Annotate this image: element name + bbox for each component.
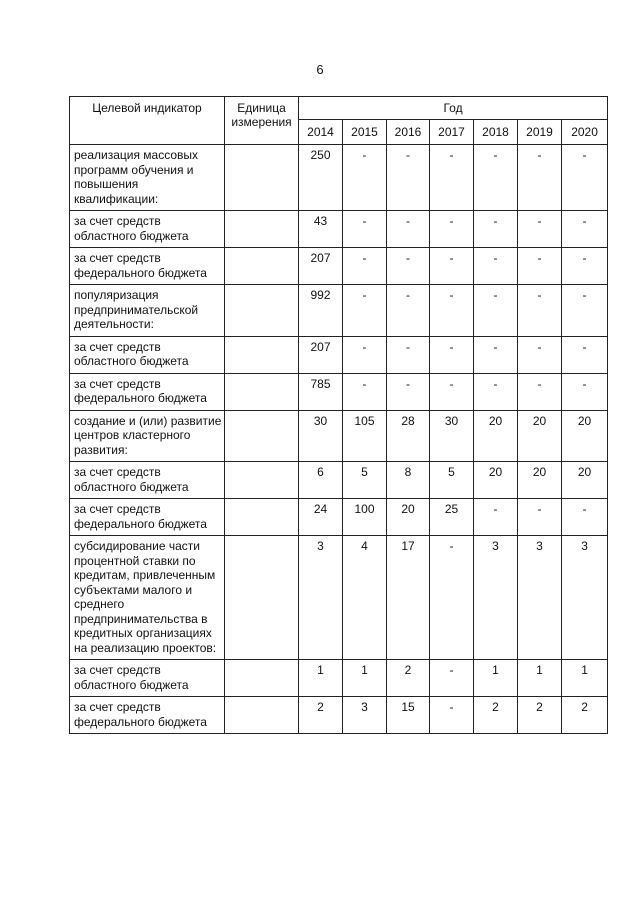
unit-cell: [225, 499, 299, 536]
value-cell-2016: 2: [387, 660, 430, 697]
value-cell-2016: -: [387, 248, 430, 285]
value-cell-2015: 100: [343, 499, 387, 536]
header-year-2017: 2017: [430, 120, 474, 145]
value-cell-2020: -: [562, 499, 608, 536]
value-cell-2017: -: [430, 336, 474, 373]
value-cell-2015: -: [343, 336, 387, 373]
value-cell-2014: 207: [299, 248, 343, 285]
value-cell-2015: -: [343, 248, 387, 285]
value-cell-2020: 1: [562, 660, 608, 697]
value-cell-2017: -: [430, 660, 474, 697]
value-cell-2017: -: [430, 285, 474, 337]
indicator-name: за счет средств федерального бюджета: [70, 248, 225, 285]
indicator-name: за счет средств областного бюджета: [70, 462, 225, 499]
value-cell-2015: -: [343, 145, 387, 211]
value-cell-2015: 5: [343, 462, 387, 499]
value-cell-2016: 15: [387, 697, 430, 734]
value-cell-2014: 30: [299, 410, 343, 462]
value-cell-2014: 785: [299, 373, 343, 410]
value-cell-2016: -: [387, 211, 430, 248]
value-cell-2019: 2: [518, 697, 562, 734]
header-year-2018: 2018: [474, 120, 518, 145]
value-cell-2019: -: [518, 373, 562, 410]
value-cell-2017: 5: [430, 462, 474, 499]
value-cell-2019: -: [518, 211, 562, 248]
value-cell-2017: -: [430, 248, 474, 285]
value-cell-2016: -: [387, 285, 430, 337]
header-year-2020: 2020: [562, 120, 608, 145]
table-row: [70, 248, 608, 285]
indicator-name: субсидирование части процентной ставки по кредитам, привлеченным субъектами малого и среднего предпринимательства в кредитных организациях на реализацию проектов:: [70, 536, 225, 660]
unit-cell: [225, 536, 299, 660]
unit-cell: [225, 660, 299, 697]
page-number: 6: [316, 62, 324, 77]
value-cell-2019: 20: [518, 410, 562, 462]
value-cell-2018: 1: [474, 660, 518, 697]
header-unit: Единица измерения: [225, 97, 299, 145]
value-cell-2018: -: [474, 145, 518, 211]
value-cell-2020: 3: [562, 536, 608, 660]
unit-cell: [225, 462, 299, 499]
value-cell-2014: 992: [299, 285, 343, 337]
value-cell-2020: -: [562, 145, 608, 211]
value-cell-2019: -: [518, 145, 562, 211]
header-indicator: Целевой индикатор: [70, 97, 225, 145]
indicator-name: реализация массовых программ обучения и повышения квалификации:: [70, 145, 225, 211]
indicator-name: за счет средств федерального бюджета: [70, 697, 225, 734]
unit-cell: [225, 336, 299, 373]
value-cell-2016: -: [387, 145, 430, 211]
value-cell-2020: 2: [562, 697, 608, 734]
value-cell-2016: -: [387, 336, 430, 373]
value-cell-2020: -: [562, 248, 608, 285]
value-cell-2014: 2: [299, 697, 343, 734]
value-cell-2018: -: [474, 285, 518, 337]
value-cell-2019: -: [518, 336, 562, 373]
value-cell-2016: 28: [387, 410, 430, 462]
value-cell-2017: -: [430, 373, 474, 410]
indicator-name: за счет средств областного бюджета: [70, 211, 225, 248]
indicator-name: за счет средств федерального бюджета: [70, 499, 225, 536]
value-cell-2019: 3: [518, 536, 562, 660]
indicator-name: популяризация предпринимательской деятельности:: [70, 285, 225, 337]
value-cell-2018: 2: [474, 697, 518, 734]
value-cell-2015: 105: [343, 410, 387, 462]
value-cell-2018: -: [474, 211, 518, 248]
value-cell-2018: 3: [474, 536, 518, 660]
table-row: [70, 462, 608, 499]
table-row: [70, 410, 608, 462]
value-cell-2017: -: [430, 211, 474, 248]
indicator-name: создание и (или) развитие центров кластерного развития:: [70, 410, 225, 462]
header-year-2015: 2015: [343, 120, 387, 145]
unit-cell: [225, 373, 299, 410]
value-cell-2017: 25: [430, 499, 474, 536]
value-cell-2020: 20: [562, 462, 608, 499]
table-row: [70, 285, 608, 337]
table-row: [70, 211, 608, 248]
table-row: [70, 499, 608, 536]
value-cell-2014: 24: [299, 499, 343, 536]
unit-cell: [225, 248, 299, 285]
value-cell-2018: -: [474, 336, 518, 373]
value-cell-2018: 20: [474, 462, 518, 499]
value-cell-2020: -: [562, 285, 608, 337]
table-row: [70, 336, 608, 373]
value-cell-2019: 1: [518, 660, 562, 697]
value-cell-2020: -: [562, 336, 608, 373]
value-cell-2020: -: [562, 211, 608, 248]
indicator-name: за счет средств федерального бюджета: [70, 373, 225, 410]
value-cell-2019: 20: [518, 462, 562, 499]
header-year-2016: 2016: [387, 120, 430, 145]
value-cell-2018: -: [474, 373, 518, 410]
value-cell-2015: -: [343, 211, 387, 248]
header-year-2014: 2014: [299, 120, 343, 145]
value-cell-2018: -: [474, 248, 518, 285]
value-cell-2015: 1: [343, 660, 387, 697]
indicator-name: за счет средств областного бюджета: [70, 660, 225, 697]
unit-cell: [225, 697, 299, 734]
value-cell-2017: -: [430, 536, 474, 660]
value-cell-2018: -: [474, 499, 518, 536]
unit-cell: [225, 211, 299, 248]
table-row: [70, 536, 608, 660]
value-cell-2019: -: [518, 248, 562, 285]
value-cell-2015: 4: [343, 536, 387, 660]
table-row: [70, 145, 608, 211]
value-cell-2019: -: [518, 285, 562, 337]
value-cell-2016: 20: [387, 499, 430, 536]
value-cell-2014: 3: [299, 536, 343, 660]
value-cell-2014: 6: [299, 462, 343, 499]
indicator-name: за счет средств областного бюджета: [70, 336, 225, 373]
value-cell-2014: 43: [299, 211, 343, 248]
value-cell-2018: 20: [474, 410, 518, 462]
indicators-table: [69, 96, 608, 734]
header-year: Год: [299, 97, 608, 120]
value-cell-2015: -: [343, 373, 387, 410]
table-body: [70, 145, 608, 734]
value-cell-2016: 8: [387, 462, 430, 499]
value-cell-2017: 30: [430, 410, 474, 462]
value-cell-2015: 3: [343, 697, 387, 734]
value-cell-2014: 250: [299, 145, 343, 211]
unit-cell: [225, 410, 299, 462]
value-cell-2014: 1: [299, 660, 343, 697]
value-cell-2020: 20: [562, 410, 608, 462]
value-cell-2019: -: [518, 499, 562, 536]
table-row: [70, 697, 608, 734]
table-row: [70, 660, 608, 697]
value-cell-2017: -: [430, 145, 474, 211]
value-cell-2020: -: [562, 373, 608, 410]
header-year-2019: 2019: [518, 120, 562, 145]
value-cell-2016: -: [387, 373, 430, 410]
value-cell-2014: 207: [299, 336, 343, 373]
unit-cell: [225, 145, 299, 211]
value-cell-2016: 17: [387, 536, 430, 660]
value-cell-2015: -: [343, 285, 387, 337]
table-row: [70, 373, 608, 410]
unit-cell: [225, 285, 299, 337]
value-cell-2017: -: [430, 697, 474, 734]
